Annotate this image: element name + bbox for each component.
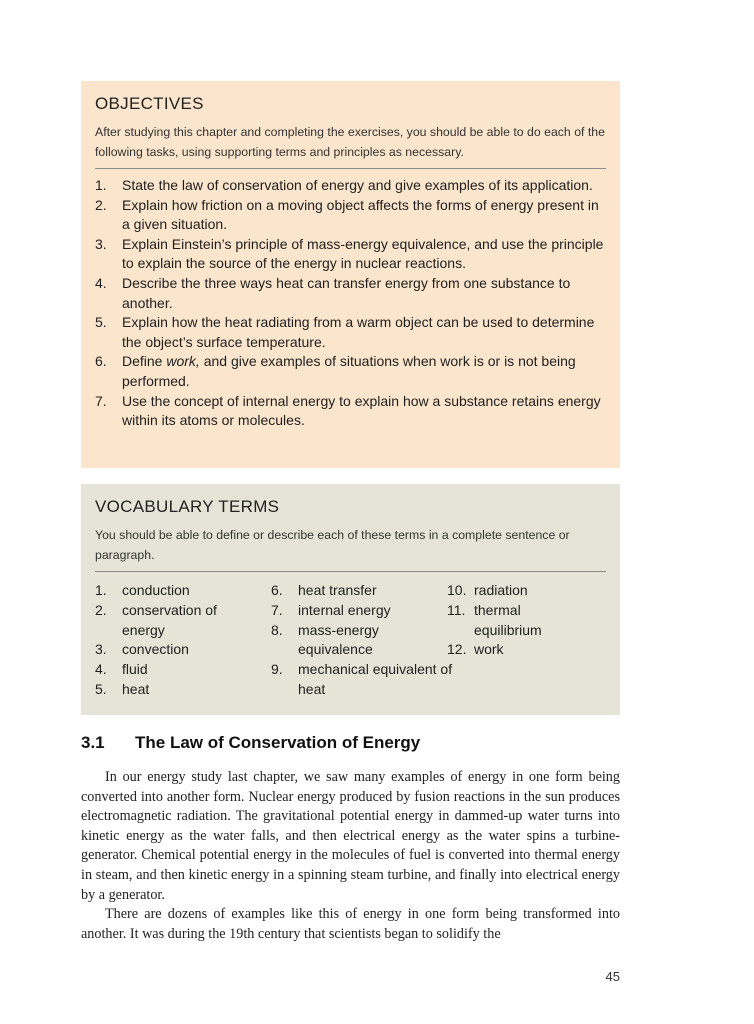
vocabulary-term: convection — [122, 641, 189, 658]
vocabulary-item — [95, 680, 255, 700]
objective-number: 7. — [95, 392, 107, 409]
objective-number: 5. — [95, 314, 107, 331]
vocabulary-number: 6. — [271, 582, 283, 598]
vocabulary-term: radiation — [474, 582, 528, 598]
vocabulary-number: 12. — [447, 641, 467, 658]
objective-item — [95, 196, 606, 235]
vocabulary-column — [95, 581, 255, 700]
vocabulary-item — [271, 601, 436, 621]
vocabulary-box — [81, 484, 620, 715]
vocabulary-number: 10. — [447, 582, 467, 598]
vocabulary-item — [95, 640, 255, 660]
vocabulary-number: 2. — [95, 601, 107, 618]
vocabulary-item — [447, 640, 597, 660]
objective-text: Explain Einstein’s principle of mass-energy equivalence, and use the principle to explain the source of the energy in nuclear reactions. — [122, 235, 604, 272]
objective-number: 2. — [95, 196, 107, 213]
vocabulary-number: 5. — [95, 680, 107, 697]
vocabulary-item — [271, 621, 418, 661]
vocabulary-number: 9. — [271, 661, 283, 678]
vocabulary-term: thermal equilibrium — [474, 601, 542, 638]
objective-item — [95, 176, 606, 196]
section-heading — [81, 733, 420, 753]
vocabulary-number: 1. — [95, 582, 107, 598]
objective-text-after: and give examples of situations when work is or is not being performed. — [122, 353, 576, 389]
objective-item — [95, 313, 606, 352]
vocabulary-term: mass-energy equivalence — [298, 621, 379, 658]
page-number: 45 — [605, 969, 620, 984]
objective-emphasis: work, — [166, 353, 200, 370]
objectives-title: OBJECTIVES — [95, 94, 204, 113]
vocabulary-item — [95, 601, 242, 641]
vocabulary-column — [447, 581, 597, 660]
vocabulary-term: fluid — [122, 661, 148, 678]
vocabulary-item — [271, 581, 436, 601]
objective-text: Explain how friction on a moving object affects the forms of energy present in a given situation. — [122, 196, 599, 233]
objective-item — [95, 392, 606, 431]
objective-number: 4. — [95, 274, 107, 291]
section-number: 3.1 — [81, 733, 105, 752]
vocabulary-item — [95, 660, 255, 680]
objectives-divider — [95, 168, 606, 169]
objective-text-before: Define — [122, 353, 167, 370]
objective-number: 6. — [95, 353, 107, 370]
vocabulary-number: 4. — [95, 661, 107, 678]
objectives-list — [95, 176, 606, 431]
vocabulary-term: heat — [122, 680, 150, 697]
section-title: The Law of Conservation of Energy — [135, 733, 421, 752]
body-paragraph: In our energy study last chapter, we saw many examples of energy in one form being converted into another form. Nuclear energy produced by fusion reactions in the sun produces electromagnetic radiation. The gravitational potential energy in dammed-up water turns into kinetic energy as the water falls, and then electrical energy as the water spins a turbine-generator. Chemical potential energy in the molecules of fuel is converted into thermal energy in steam, and then kinetic energy in a spinning steam turbine, and finally into electrical energy by a generator. — [81, 769, 620, 903]
vocabulary-term: conservation of energy — [122, 601, 217, 638]
vocabulary-grid — [95, 581, 606, 705]
body-paragraph: There are dozens of examples like this of energy in one form being transformed into another. It was during the 19th century that scientists began to solidify the — [81, 906, 620, 942]
vocabulary-term: mechanical equivalent of heat — [298, 661, 453, 697]
vocabulary-item — [447, 581, 597, 601]
vocabulary-number: 3. — [95, 641, 107, 658]
objective-item — [95, 352, 606, 391]
vocabulary-number: 7. — [271, 601, 283, 618]
vocabulary-item — [447, 601, 584, 641]
vocabulary-term: internal energy — [298, 601, 391, 618]
vocabulary-item — [271, 660, 453, 700]
section-body — [81, 768, 620, 944]
vocabulary-term: heat transfer — [298, 582, 377, 598]
vocabulary-divider — [95, 571, 606, 572]
vocabulary-term: conduction — [122, 582, 190, 598]
objective-text: Describe the three ways heat can transfer energy from one substance to another. — [122, 274, 571, 311]
vocabulary-number: 8. — [271, 621, 283, 638]
vocabulary-title: VOCABULARY TERMS — [95, 497, 280, 516]
vocabulary-intro: You should be able to define or describe each of these terms in a complete sentence or paragraph. — [95, 528, 570, 562]
vocabulary-column — [271, 581, 453, 700]
objectives-box — [81, 81, 620, 468]
objective-text: Use the concept of internal energy to explain how a substance retains energy within its atoms or molecules. — [122, 392, 601, 429]
vocabulary-number: 11. — [447, 601, 466, 618]
objective-item — [95, 235, 606, 274]
objective-text: Explain how the heat radiating from a warm object can be used to determine the object’s surface temperature. — [122, 314, 595, 350]
objectives-intro: After studying this chapter and completing the exercises, you should be able to do each of the following tasks, using supporting terms and principles as necessary. — [95, 125, 605, 159]
objective-number: 3. — [95, 235, 107, 252]
objective-item — [95, 274, 606, 313]
vocabulary-term: work — [474, 641, 504, 658]
objective-text: State the law of conservation of energy and give examples of its application. — [122, 177, 593, 193]
vocabulary-item — [95, 581, 255, 601]
objective-number: 1. — [95, 177, 107, 193]
